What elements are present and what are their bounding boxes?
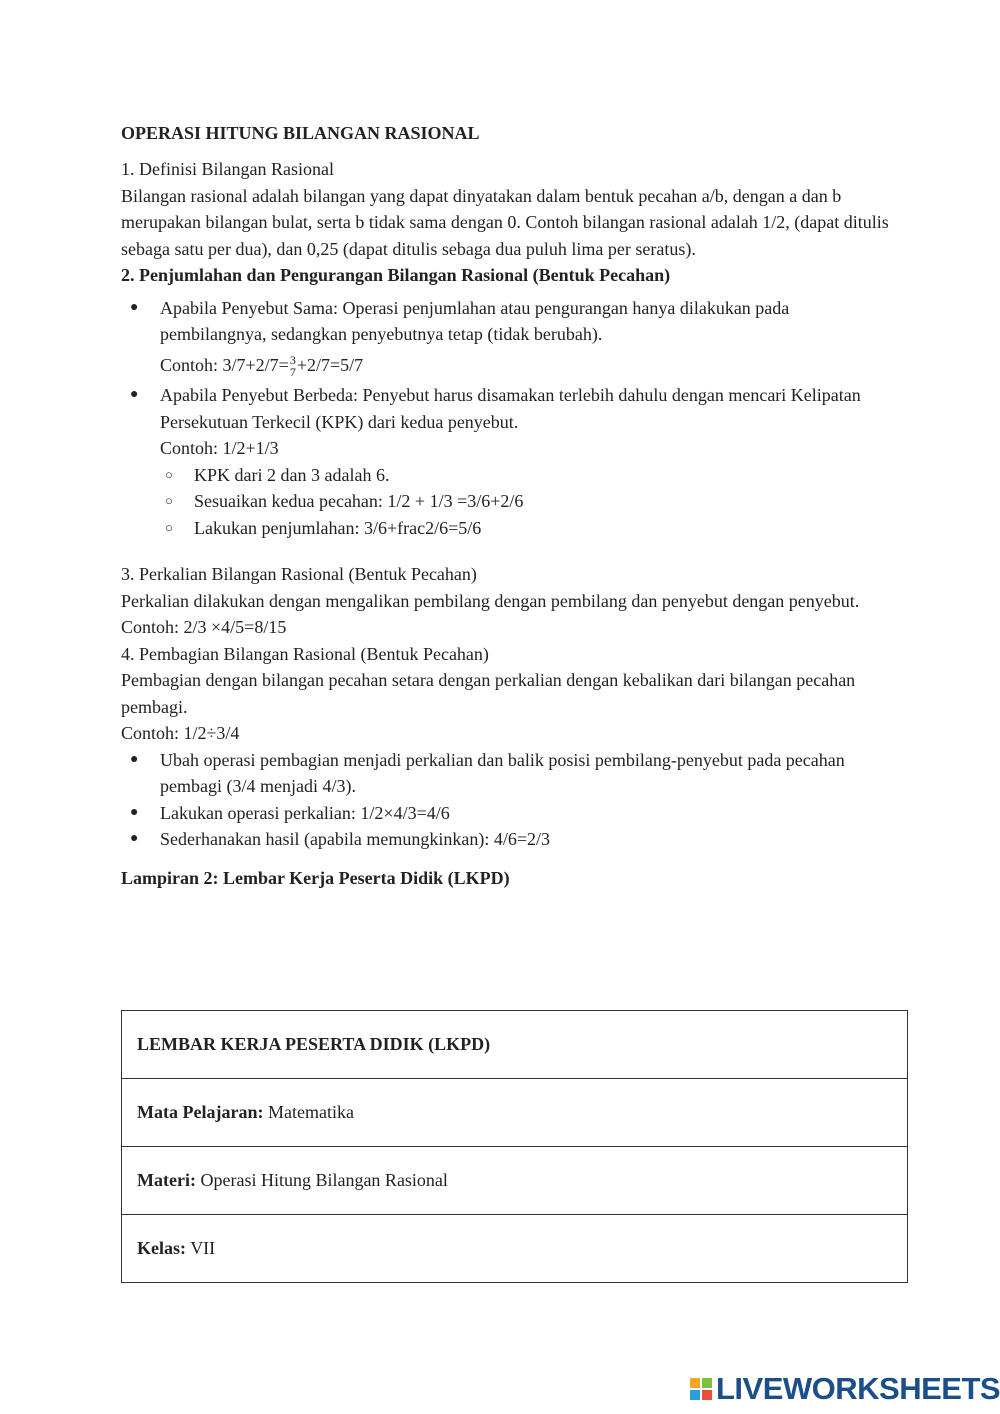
lkpd-title: LEMBAR KERJA PESERTA DIDIK (LKPD) [137,1034,491,1054]
bullet-icon: ● [130,751,139,767]
material-label: Materi: [137,1170,196,1190]
list-item [121,747,891,800]
subject-label: Mata Pelajaran: [137,1102,264,1122]
sub-list-item-text: Sesuaikan kedua pecahan: 1/2 + 1/3 =3/6+2/6 [194,491,524,512]
table-row [122,1011,908,1079]
circle-bullet-icon: ○ [165,493,173,509]
sub-list-item [160,515,891,542]
fraction-denominator: 7 [289,365,296,380]
section2-heading: 2. Penjumlahan dan Pengurangan Bilangan Rasional (Bentuk Pecahan) [121,265,671,285]
subject-value: Matematika [267,1102,354,1122]
document-page [121,120,891,891]
page-title: OPERASI HITUNG BILANGAN RASIONAL [121,123,480,143]
fraction [290,354,296,378]
list-item [121,826,891,853]
logo-text: LIVEWORKSHEETS [716,1371,1000,1406]
sub-list-item [160,462,891,489]
section3-body: Perkalian dilakukan dengan mengalikan pembilang dengan pembilang dan penyebut dengan penyebut. [121,590,860,611]
section1-heading: 1. Definisi Bilangan Rasional [121,159,334,179]
liveworksheets-logo [690,1372,1000,1406]
class-cell [122,1215,908,1283]
example-line: Contoh: 1/2+1/3 [160,438,279,459]
section4-list [121,747,891,853]
material-value: Operasi Hitung Bilangan Rasional [200,1170,448,1190]
sub-list-item-text: KPK dari 2 dan 3 adalah 6. [194,464,390,485]
logo-square [690,1390,700,1400]
table-row [122,1079,908,1147]
spacer [121,541,891,561]
list-item-text: Ubah operasi pembagian menjadi perkalian dan balik posisi pembilang-penyebut pada pecahan pembagi (3/4 menjadi 4/3). [160,749,845,797]
example-text-before: Contoh: 3/7+2/7= [160,354,289,375]
sub-list-item [160,488,891,515]
logo-mark-icon [690,1378,712,1400]
circle-bullet-icon: ○ [165,466,173,482]
bullet-icon: ● [130,804,139,820]
circle-bullet-icon: ○ [165,519,173,535]
list-item-text: Apabila Penyebut Berbeda: Penyebut harus disamakan terlebih dahulu dengan mencari Kelipatan Persekutuan Terkecil (KPK) dari kedua penyebut. [160,385,861,432]
example-line [160,352,891,379]
sub-list [160,462,891,542]
logo-square [690,1378,700,1388]
lampiran-heading: Lampiran 2: Lembar Kerja Peserta Didik (LKPD) [121,867,510,888]
list-item-text: Sederhanakan hasil (apabila memungkinkan): 4/6=2/3 [160,829,551,850]
example-text-after: +2/7=5/7 [296,354,364,375]
section4-heading: 4. Pembagian Bilangan Rasional (Bentuk Pecahan) [121,643,489,664]
logo-square [702,1390,712,1400]
list-item [121,800,891,827]
table-row [122,1147,908,1215]
lkpd-title-cell [122,1011,908,1079]
section4-body: Pembagian dengan bilangan pecahan setara dengan perkalian dengan kebalikan dari bilangan pecahan pembagi. [121,670,856,717]
section3-heading: 3. Perkalian Bilangan Rasional (Bentuk Pecahan) [121,564,477,585]
class-label: Kelas: [137,1238,186,1258]
list-item [121,382,891,541]
bullet-icon: ● [130,299,139,315]
bullet-icon: ● [130,387,139,403]
list-item-text: Lakukan operasi perkalian: 1/2×4/3=4/6 [160,802,450,823]
logo-square [702,1378,712,1388]
section1-body: Bilangan rasional adalah bilangan yang dapat dinyatakan dalam bentuk pecahan a/b, dengan a dan b merupakan bilangan bulat, serta b tidak sama dengan 0. Contoh bilangan rasional adalah 1/2, (dapat ditulis sebaga satu per dua), dan 0,25 (dapat ditulis sebaga dua puluh lima per seratus). [121,185,889,259]
fraction-numerator: 3 [289,353,296,368]
material-cell [122,1147,908,1215]
lkpd-table [121,1010,908,1283]
section4-example: Contoh: 1/2÷3/4 [121,723,240,744]
list-item-text: Apabila Penyebut Sama: Operasi penjumlahan atau pengurangan hanya dilakukan pada pembilangnya, sedangkan penyebutnya tetap (tidak berubah). [160,297,790,344]
list-item [121,295,891,379]
bullet-icon: ● [130,831,139,847]
subject-cell [122,1079,908,1147]
sub-list-item-text: Lakukan penjumlahan: 3/6+frac2/6=5/6 [194,517,482,538]
section2-list [121,295,891,542]
section3-example: Contoh: 2/3 ×4/5=8/15 [121,617,287,638]
class-value: VII [190,1238,216,1258]
table-row [122,1215,908,1283]
